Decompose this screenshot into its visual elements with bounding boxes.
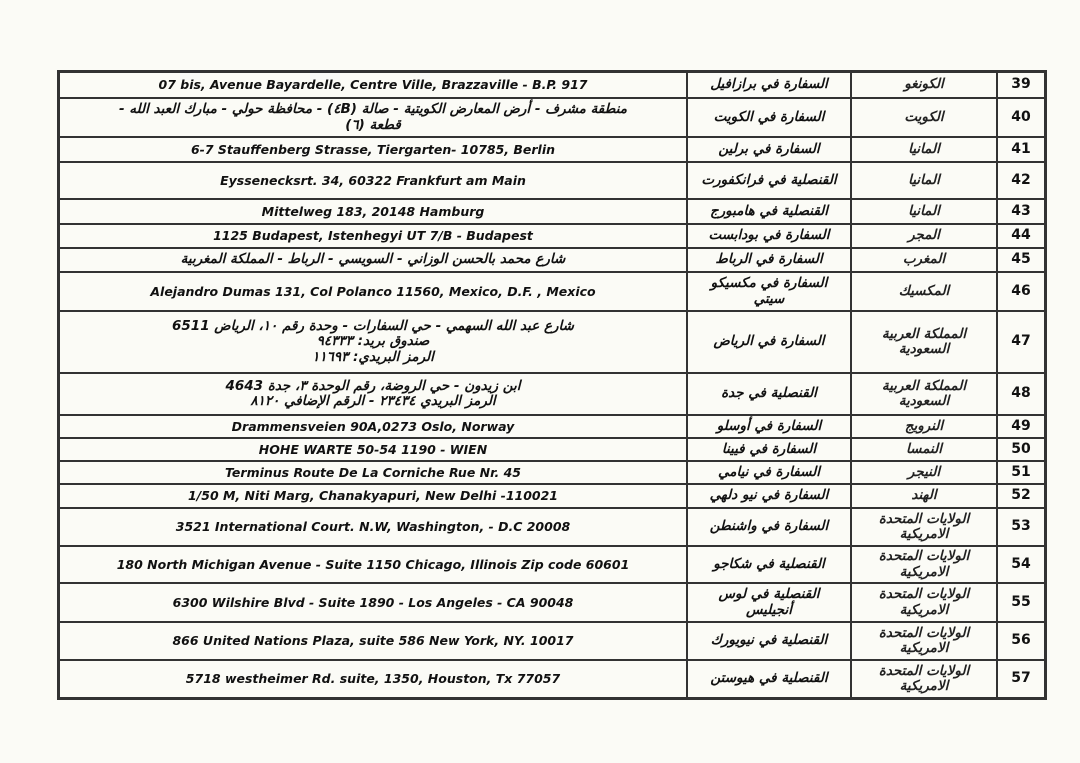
row-number-cell: 49 xyxy=(997,415,1045,438)
mission-cell: السفارة في برازافيل xyxy=(687,72,851,98)
address-line: قطعة (٦) xyxy=(345,116,401,133)
row-number-cell: 52 xyxy=(997,484,1045,508)
mission-cell: القنصلية في شكاجو xyxy=(687,546,851,583)
address-cell xyxy=(59,622,687,660)
country-cell: النمسا xyxy=(851,438,997,461)
address-line: Alejandro Dumas 131, Col Polanco 11560, Mexico, D.F. , Mexico xyxy=(150,283,596,299)
row-number-cell: 44 xyxy=(997,224,1045,248)
address-cell xyxy=(59,162,687,199)
address-cell xyxy=(59,199,687,224)
address-line: صندوق بريد: ٩٤٣٣٣ xyxy=(316,333,430,350)
country-cell: المانيا xyxy=(851,137,997,162)
country-cell: النيجر xyxy=(851,461,997,484)
address-cell xyxy=(59,484,687,508)
row-number-cell: 54 xyxy=(997,546,1045,583)
address-cell xyxy=(59,583,687,622)
mission-cell: السفارة في فيينا xyxy=(687,438,851,461)
row-number-cell: 48 xyxy=(997,373,1045,415)
address-line: ابن زيدون - حي الروضة، رقم الوحدة ٣، جدة 4643 xyxy=(225,377,521,394)
row-number-cell: 46 xyxy=(997,272,1045,311)
table-row xyxy=(59,98,1045,137)
country-cell: الولايات المتحدة الامريكية xyxy=(851,583,997,622)
table-row xyxy=(59,484,1045,508)
row-number-cell: 56 xyxy=(997,622,1045,660)
country-cell: الكويت xyxy=(851,98,997,137)
country-cell: المغرب xyxy=(851,248,997,272)
country-cell: الكونغو xyxy=(851,72,997,98)
country-cell: الولايات المتحدة الامريكية xyxy=(851,546,997,583)
embassy-table xyxy=(57,70,1047,700)
table-row xyxy=(59,272,1045,311)
table-row xyxy=(59,438,1045,461)
mission-cell: السفارة في برلين xyxy=(687,137,851,162)
row-number-cell: 39 xyxy=(997,72,1045,98)
table-row xyxy=(59,137,1045,162)
mission-cell: السفارة في الرباط xyxy=(687,248,851,272)
address-line: 3521 International Court. N.W, Washington, - D.C 20008 xyxy=(175,519,571,534)
table-row xyxy=(59,546,1045,583)
table-row xyxy=(59,224,1045,248)
address-line: 5718 westheimer Rd. suite, 1350, Houston, Tx 77057 xyxy=(185,671,561,686)
mission-cell: السفارة في نيو دلهي xyxy=(687,484,851,508)
table-row xyxy=(59,583,1045,622)
row-number-cell: 53 xyxy=(997,508,1045,546)
mission-cell: السفارة في نيامي xyxy=(687,461,851,484)
row-number-cell: 42 xyxy=(997,162,1045,199)
mission-cell: السفارة في الكويت xyxy=(687,98,851,137)
address-line: Mittelweg 183, 20148 Hamburg xyxy=(261,203,485,219)
address-cell xyxy=(59,224,687,248)
mission-cell: القنصلية في جدة xyxy=(687,373,851,415)
mission-cell: القنصلية في لوس أنجيليس xyxy=(687,583,851,622)
address-line: HOHE WARTE 50-54 1190 - WIEN xyxy=(258,441,488,457)
address-line: 1125 Budapest, Istenhegyi UT 7/B - Budapest xyxy=(213,228,533,243)
mission-cell: القنصلية في هيوستن xyxy=(687,660,851,698)
row-number-cell: 55 xyxy=(997,583,1045,622)
table-row xyxy=(59,162,1045,199)
address-line: منطقة مشرف - أرض المعارض الكويتية - صالة (٤B) - محافظة حولي - مبارك العبد الله - xyxy=(118,101,628,118)
table-row xyxy=(59,508,1045,546)
address-line: Eyssenecksrt. 34, 60322 Frankfurt am Main xyxy=(220,172,526,188)
mission-cell: السفارة في أوسلو xyxy=(687,415,851,438)
address-cell xyxy=(59,438,687,461)
address-line: 6300 Wilshire Blvd - Suite 1890 - Los Angeles - CA 90048 xyxy=(172,594,574,610)
row-number-cell: 43 xyxy=(997,199,1045,224)
row-number-cell: 57 xyxy=(997,660,1045,698)
table-row xyxy=(59,373,1045,415)
mission-cell: القنصلية في فرانكفورت xyxy=(687,162,851,199)
address-cell xyxy=(59,508,687,546)
mission-cell: السفارة في واشنطن xyxy=(687,508,851,546)
country-cell: المانيا xyxy=(851,199,997,224)
table-row xyxy=(59,622,1045,660)
address-line: 1/50 M, Niti Marg, Chanakyapuri, New Delhi -110021 xyxy=(187,488,558,503)
table-row xyxy=(59,72,1045,98)
table-row xyxy=(59,660,1045,698)
address-line: Drammensveien 90A,0273 Oslo, Norway xyxy=(231,418,515,434)
address-cell xyxy=(59,137,687,162)
address-cell xyxy=(59,415,687,438)
country-cell: المكسيك xyxy=(851,272,997,311)
row-number-cell: 47 xyxy=(997,311,1045,373)
address-cell xyxy=(59,461,687,484)
table-row xyxy=(59,199,1045,224)
country-cell: الهند xyxy=(851,484,997,508)
address-line: شارع عبد الله السهمي - حي السفارات - وحدة رقم ١٠، الرياض 6511 xyxy=(172,318,574,335)
mission-cell: السفارة في مكسيكو سيتي xyxy=(687,272,851,311)
address-cell xyxy=(59,660,687,698)
row-number-cell: 45 xyxy=(997,248,1045,272)
address-cell xyxy=(59,272,687,311)
address-line: الرمز البريدي: ١١٦٩٣ xyxy=(312,348,434,365)
address-cell xyxy=(59,311,687,373)
country-cell: الولايات المتحدة الامريكية xyxy=(851,508,997,546)
address-line: Terminus Route De La Corniche Rue Nr. 45 xyxy=(225,464,521,480)
address-line: 6-7 Stauffenberg Strasse, Tiergarten- 10785, Berlin xyxy=(190,141,556,157)
table-row xyxy=(59,248,1045,272)
row-number-cell: 41 xyxy=(997,137,1045,162)
row-number-cell: 51 xyxy=(997,461,1045,484)
country-cell: النرويج xyxy=(851,415,997,438)
address-line: شارع محمد بالحسن الوزاني - السويسي - الرباط - المملكة المغربية xyxy=(180,251,566,268)
address-cell xyxy=(59,72,687,98)
row-number-cell: 40 xyxy=(997,98,1045,137)
table-row xyxy=(59,415,1045,438)
address-cell xyxy=(59,373,687,415)
address-line: الرمز البريدي ٢٣٤٣٤ - الرقم الإضافي ٨١٢٠ xyxy=(250,393,496,409)
address-cell xyxy=(59,98,687,137)
address-cell xyxy=(59,248,687,272)
table-body xyxy=(59,72,1045,698)
country-cell: المملكة العربية السعودية xyxy=(851,311,997,373)
country-cell: المملكة العربية السعودية xyxy=(851,373,997,415)
address-cell xyxy=(59,546,687,583)
mission-cell: السفارة في بودابست xyxy=(687,224,851,248)
address-line: 180 North Michigan Avenue - Suite 1150 Chicago, Illinois Zip code 60601 xyxy=(116,556,630,572)
table-row xyxy=(59,311,1045,373)
country-cell: الولايات المتحدة الامريكية xyxy=(851,660,997,698)
mission-cell: القنصلية في نيويورك xyxy=(687,622,851,660)
country-cell: الولايات المتحدة الامريكية xyxy=(851,622,997,660)
row-number-cell: 50 xyxy=(997,438,1045,461)
country-cell: المانيا xyxy=(851,162,997,199)
address-line: 07 bis, Avenue Bayardelle, Centre Ville, Brazzaville - B.P. 917 xyxy=(158,77,588,92)
mission-cell: السفارة في الرياض xyxy=(687,311,851,373)
country-cell: المجر xyxy=(851,224,997,248)
address-line: 866 United Nations Plaza, suite 586 New York, NY. 10017 xyxy=(172,633,574,648)
table-row xyxy=(59,461,1045,484)
mission-cell: القنصلية في هامبورج xyxy=(687,199,851,224)
